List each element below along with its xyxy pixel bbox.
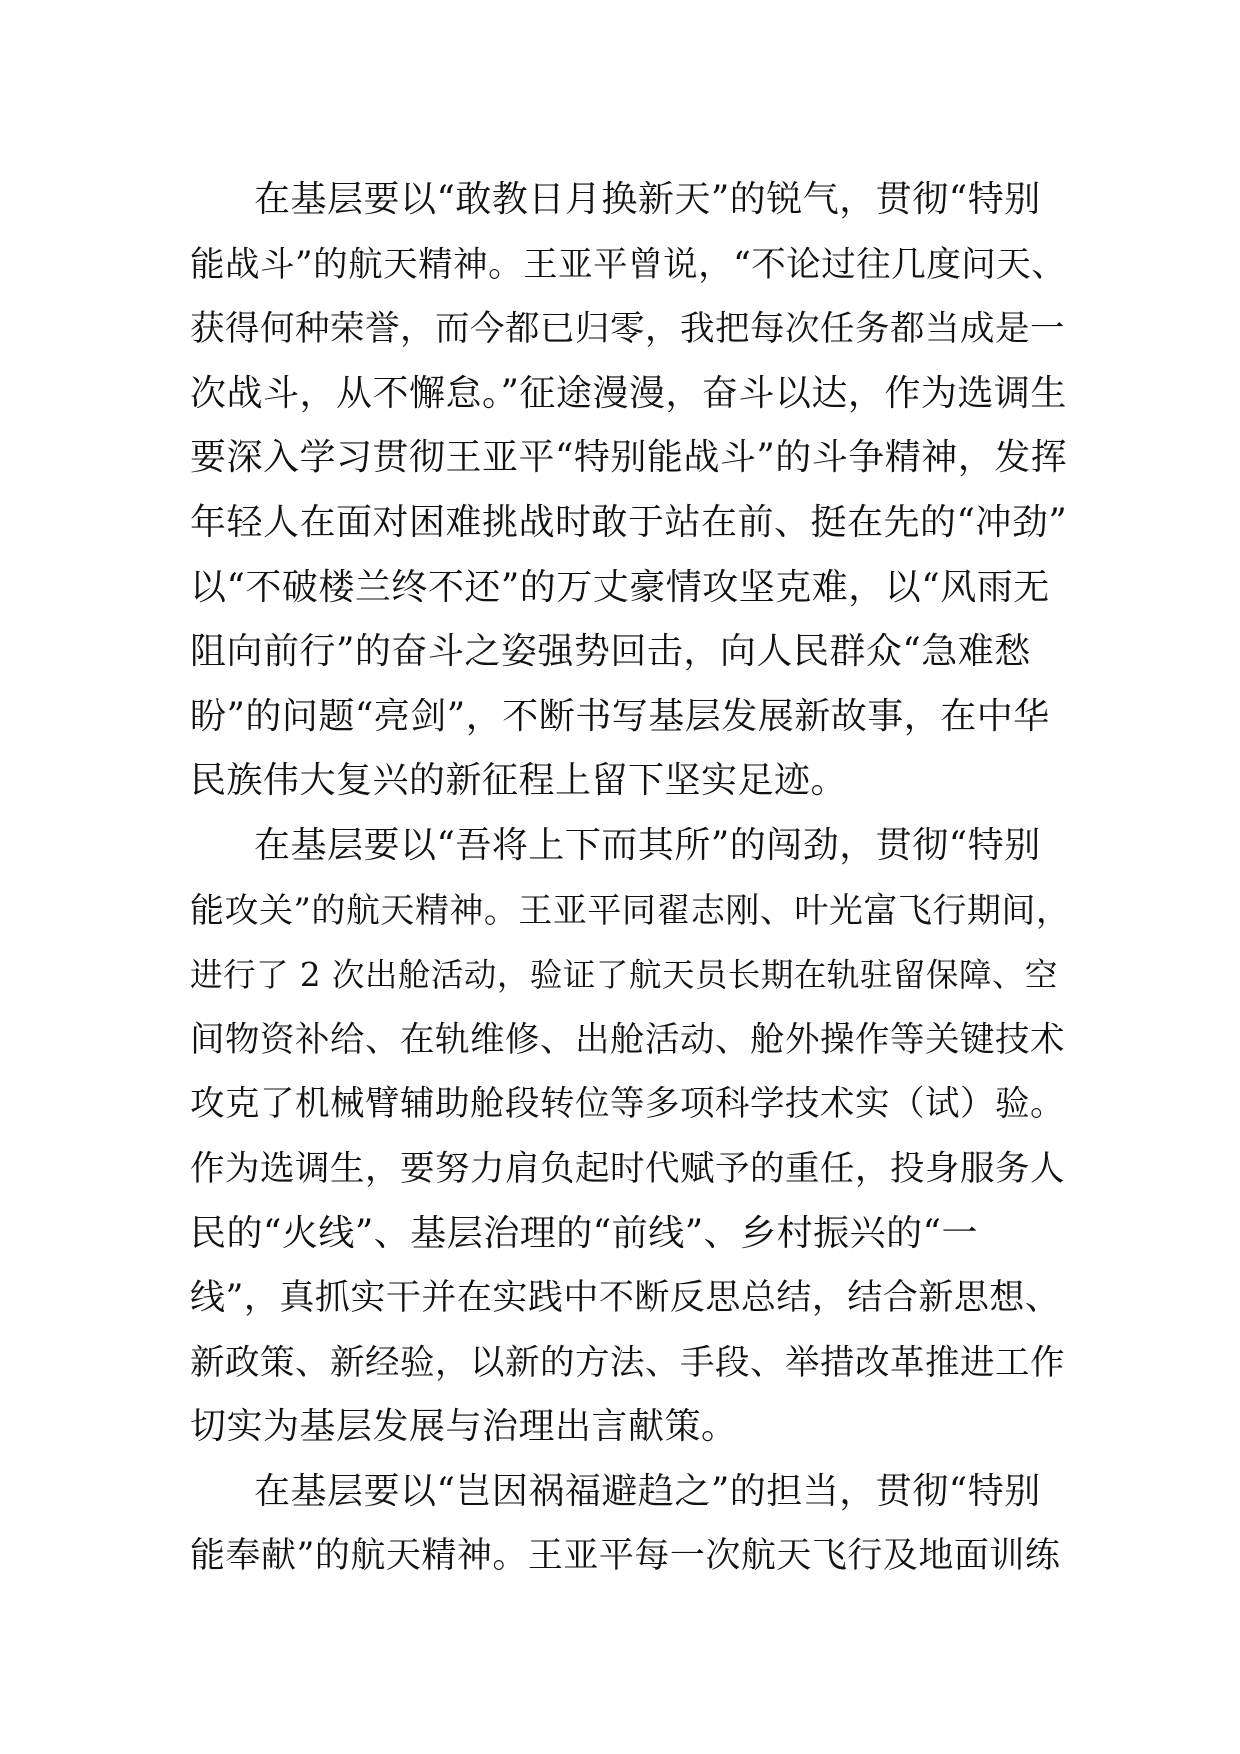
text-line: 攻克了机械臂辅助舱段转位等多项科学技术实（试）验。 <box>190 1084 1065 1125</box>
text-line: 阻向前行”的奋斗之姿强势回击，向人民群众“急难愁 <box>190 631 1031 673</box>
text-line: 年轻人在面对困难挑战时敢于站在前、挺在先的“冲劲” <box>190 501 1068 543</box>
text-line: 切实为基层发展与治理出言献策。 <box>190 1406 738 1448</box>
text-line: 民族伟大复兴的新征程上留下坚实足迹。 <box>190 760 848 802</box>
text-line: 进行了 2 次出舱活动，验证了航天员长期在轨驻留保障、空 <box>190 956 1058 995</box>
body-text <box>190 168 1070 1589</box>
text-line: 以“不破楼兰终不还”的万丈豪情攻坚克难，以“风雨无 <box>190 566 1050 608</box>
paragraph-first-line: 在基层要以“敢教日月换新天”的锐气，贯彻“特别 <box>254 179 1041 220</box>
text-line: 盼”的问题“亮剑”，不断书写基层发展新故事，在中华 <box>190 695 1050 737</box>
text-line: 新政策、新经验，以新的方法、手段、举措改革推进工作 <box>190 1342 1065 1383</box>
text-line: 作为选调生，要努力肩负起时代赋予的重任，投身服务人 <box>190 1148 1065 1189</box>
paragraph-first-line: 在基层要以“吾将上下而其所”的闯劲，贯彻“特别 <box>254 824 1041 866</box>
text-line: 要深入学习贯彻王亚平“特别能战斗”的斗争精神，发挥 <box>190 437 1068 479</box>
text-line: 获得何种荣誉，而今都已归零，我把每次任务都当成是一 <box>190 309 1065 350</box>
paragraph-first-line: 在基层要以“岂因祸福避趋之”的担当，贯彻“特别 <box>254 1470 1041 1512</box>
text-line: 能攻关”的航天精神。王亚平同翟志刚、叶光富飞行期间， <box>190 890 1071 931</box>
text-line: 次战斗，从不懈怠。”征途漫漫，奋斗以达，作为选调生 <box>190 372 1067 414</box>
text-line: 能战斗”的航天精神。王亚平曾说，“不论过往几度问天、 <box>190 244 1067 285</box>
text-line: 间物资补给、在轨维修、出舱活动、舱外操作等关键技术 <box>190 1019 1065 1060</box>
text-line: 能奉献”的航天精神。王亚平每一次航天飞行及地面训练 <box>190 1536 1061 1577</box>
text-line: 民的“火线”、基层治理的“前线”、乡村振兴的“一 <box>190 1212 979 1254</box>
text-line: 线”，真抓实干并在实践中不断反思总结，结合新思想、 <box>190 1278 1061 1319</box>
